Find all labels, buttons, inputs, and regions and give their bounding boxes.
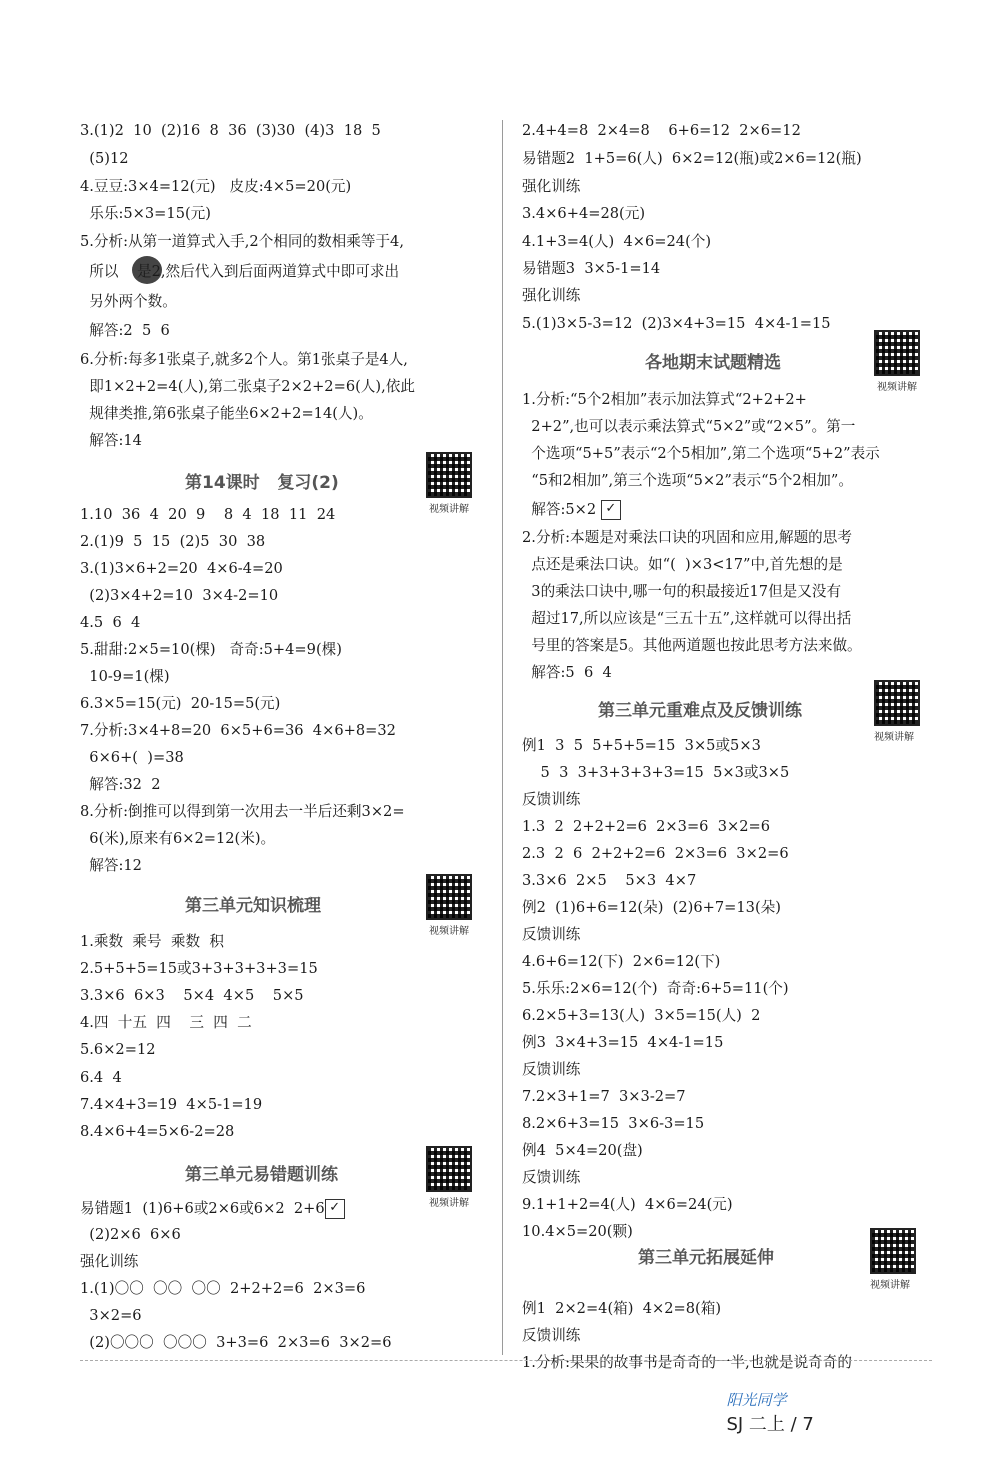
page-footer xyxy=(715,1368,814,1436)
answer-line: 反馈训练 xyxy=(522,791,581,808)
answer-line: 4.5 6 4 xyxy=(80,614,141,631)
answer-line: 1.分析:果果的故事书是奇奇的一半,也就是说奇奇的 xyxy=(522,1354,852,1371)
answer-line: 4.6+6=12(下) 2×6=12(下) xyxy=(522,953,721,970)
answer-line: 2.4+4=8 2×4=8 6+6=12 2×6=12 xyxy=(522,122,801,139)
qr-code-icon[interactable] xyxy=(874,330,920,376)
answer-line: 强化训练 xyxy=(80,1253,139,1270)
answer-line: 强化训练 xyxy=(522,287,581,304)
answer-line: 例4 5×4=20(盘) xyxy=(522,1142,643,1159)
answer-line: 6(米),原来有6×2=12(米)。 xyxy=(80,830,276,847)
answer-line: 易错题2 1+5=6(人) 6×2=12(瓶)或2×6=12(瓶) xyxy=(522,150,862,167)
answer-line: 例1 3 5 5+5+5=15 3×5或5×3 xyxy=(522,737,761,754)
heading-final-exam: 各地期末试题精选 xyxy=(645,353,781,373)
qr-label: 视频讲解 xyxy=(877,382,917,393)
qr-code-icon[interactable] xyxy=(426,452,472,498)
answer-line: 4.四 十五 四 三 四 二 xyxy=(80,1014,252,1031)
answer-line: 解答:14 xyxy=(80,432,142,449)
answer-line: 2.(1)9 5 15 (2)5 30 38 xyxy=(80,533,266,550)
answer-line: 6×6+( )=38 xyxy=(80,749,184,766)
check-mark-icon: ✓ xyxy=(601,500,621,520)
answer-line: 3的乘法口诀中,哪一句的积最接近17但是又没有 xyxy=(522,583,842,600)
qr-label: 视频讲解 xyxy=(429,504,469,515)
heading-error-training: 第三单元易错题训练 xyxy=(185,1165,338,1185)
qr-code-icon[interactable] xyxy=(426,1146,472,1192)
answer-line: 超过17,所以应该是“三五十五”,这样就可以得出括 xyxy=(522,610,852,627)
answer-line: 号里的答案是5。其他两道题也按此思考方法来做。 xyxy=(522,637,862,654)
answer-line: 3×2=6 xyxy=(80,1307,142,1324)
qr-code-icon[interactable] xyxy=(426,874,472,920)
answer-line: 1.(1)〇〇 〇〇 〇〇 2+2+2=6 2×3=6 xyxy=(80,1280,366,1297)
qr-label: 视频讲解 xyxy=(870,1280,910,1291)
answer-line: 所以 是2,然后代入到后面两道算式中即可求出 xyxy=(80,263,400,280)
answer-line: 强化训练 xyxy=(522,178,581,195)
answer-line: 6.3×5=15(元) 20-15=5(元) xyxy=(80,695,281,712)
brand-logo: 阳光同学 xyxy=(726,1391,787,1409)
answer-line: “5和2相加”,第三个选项“5×2”表示“5个2相加”。 xyxy=(522,472,853,489)
answer-line: 5.(1)3×5-3=12 (2)3×4+3=15 4×4-1=15 xyxy=(522,315,831,332)
answer-line: 2+2”,也可以表示乘法算式“5×2”或“2×5”。第一 xyxy=(522,418,856,435)
heading-extension: 第三单元拓展延伸 xyxy=(638,1248,774,1268)
answer-line: (2)2×6 6×6 xyxy=(80,1226,181,1243)
answer-line: (5)12 xyxy=(80,150,129,167)
heading-review-2: 第14课时 复习(2) xyxy=(185,473,339,493)
answer-line: 3.3×6 2×5 5×3 4×7 xyxy=(522,872,697,889)
answer-line: 8.2×6+3=15 3×6-3=15 xyxy=(522,1115,705,1132)
answer-line: 规律类推,第6张桌子能坐6×2+2=14(人)。 xyxy=(80,405,373,422)
answer-line: 3.4×6+4=28(元) xyxy=(522,205,646,222)
answer-line: 3.(1)2 10 (2)16 8 36 (3)30 (4)3 18 5 xyxy=(80,122,381,139)
answer-line: 6.分析:每多1张桌子,就多2个人。第1张桌子是4人, xyxy=(80,351,408,368)
answer-line: (2)〇〇〇 〇〇〇 3+3=6 2×3=6 3×2=6 xyxy=(80,1334,392,1351)
answer-line: 8.分析:倒推可以得到第一次用去一半后还剩3×2= xyxy=(80,803,405,820)
answer-line: 3.(1)3×6+2=20 4×6-4=20 xyxy=(80,560,283,577)
answer-line: 5.甜甜:2×5=10(棵) 奇奇:5+4=9(棵) xyxy=(80,641,342,658)
answer-line: 解答:2 5 6 xyxy=(80,322,170,339)
answer-line: 8.4×6+4=5×6-2=28 xyxy=(80,1123,235,1140)
answer-line: 即1×2+2=4(人),第二张桌子2×2+2=6(人),依此 xyxy=(80,378,415,395)
answer-line: 5 3 3+3+3+3+3=15 5×3或3×5 xyxy=(522,764,790,781)
footer-rule xyxy=(80,1360,932,1361)
qr-label: 视频讲解 xyxy=(429,926,469,937)
answer-line: (2)3×4+2=10 3×4-2=10 xyxy=(80,587,279,604)
answer-line: 解答:32 2 xyxy=(80,776,161,793)
answer-line: 反馈训练 xyxy=(522,1327,581,1344)
answer-line: 例3 3×4+3=15 4×4-1=15 xyxy=(522,1034,724,1051)
answer-line: 解答:5×2 ✓ xyxy=(522,500,621,520)
answer-line: 反馈训练 xyxy=(522,1061,581,1078)
answer-line: 7.2×3+1=7 3×3-2=7 xyxy=(522,1088,686,1105)
answer-line: 9.1+1+2=4(人) 4×6=24(元) xyxy=(522,1196,733,1213)
answer-line: 易错题1 (1)6+6或2×6或6×2 2+6 ✓ xyxy=(80,1199,345,1219)
answer-line: 另外两个数。 xyxy=(80,293,177,310)
answer-line: 例2 (1)6+6=12(朵) (2)6+7=13(朵) xyxy=(522,899,781,916)
heading-knowledge: 第三单元知识梳理 xyxy=(185,896,321,916)
answer-line: 2.3 2 6 2+2+2=6 2×3=6 3×2=6 xyxy=(522,845,789,862)
heading-key-points: 第三单元重难点及反馈训练 xyxy=(598,701,802,721)
answer-line: 1.10 36 4 20 9 8 4 18 11 24 xyxy=(80,506,336,523)
answer-line: 1.分析:“5个2相加”表示加法算式“2+2+2+ xyxy=(522,391,807,408)
qr-code-icon[interactable] xyxy=(874,680,920,726)
column-divider xyxy=(502,120,503,1355)
answer-line: 7.4×4+3=19 4×5-1=19 xyxy=(80,1096,263,1113)
qr-label: 视频讲解 xyxy=(874,732,914,743)
answer-line: 解答:12 xyxy=(80,857,142,874)
answer-line: 6.4 4 xyxy=(80,1069,122,1086)
answer-line: 10-9=1(棵) xyxy=(80,668,170,685)
answer-line: 点还是乘法口诀。如“( )×3<17”中,首先想的是 xyxy=(522,556,843,573)
answer-line: 解答:5 6 4 xyxy=(522,664,612,681)
answer-line: 5.6×2=12 xyxy=(80,1041,161,1058)
answer-line: 反馈训练 xyxy=(522,926,581,943)
page-code: SJ 二上 / 7 xyxy=(726,1414,814,1435)
answer-line: 例1 2×2=4(箱) 4×2=8(箱) xyxy=(522,1300,722,1317)
answer-line: 1.3 2 2+2+2=6 2×3=6 3×2=6 xyxy=(522,818,771,835)
qr-label: 视频讲解 xyxy=(429,1198,469,1209)
answer-line: 6.2×5+3=13(人) 3×5=15(人) 2 xyxy=(522,1007,761,1024)
answer-line: 10.4×5=20(颗) xyxy=(522,1223,633,1240)
answer-line: 个选项“5+5”表示“2个5相加”,第二个选项“5+2”表示 xyxy=(522,445,880,462)
answer-line: 7.分析:3×4+8=20 6×5+6=36 4×6+8=32 xyxy=(80,722,396,739)
check-mark-icon: ✓ xyxy=(325,1199,345,1219)
answer-line: 反馈训练 xyxy=(522,1169,581,1186)
answer-line: 2.分析:本题是对乘法口诀的巩固和应用,解题的思考 xyxy=(522,529,852,546)
answer-line: 5.分析:从第一道算式入手,2个相同的数相乘等于4, xyxy=(80,233,404,250)
answer-line: 4.豆豆:3×4=12(元) 皮皮:4×5=20(元) xyxy=(80,178,352,195)
answer-line: 2.5+5+5=15或3+3+3+3+3=15 xyxy=(80,960,318,977)
answer-line: 易错题3 3×5-1=14 xyxy=(522,260,661,277)
answer-line: 4.1+3=4(人) 4×6=24(个) xyxy=(522,233,712,250)
answer-line: 1.乘数 乘号 乘数 积 xyxy=(80,933,224,950)
answer-line: 3.3×6 6×3 5×4 4×5 5×5 xyxy=(80,987,304,1004)
qr-code-icon[interactable] xyxy=(870,1228,916,1274)
answer-line: 乐乐:5×3=15(元) xyxy=(80,205,211,222)
answer-line: 5.乐乐:2×6=12(个) 奇奇:6+5=11(个) xyxy=(522,980,789,997)
